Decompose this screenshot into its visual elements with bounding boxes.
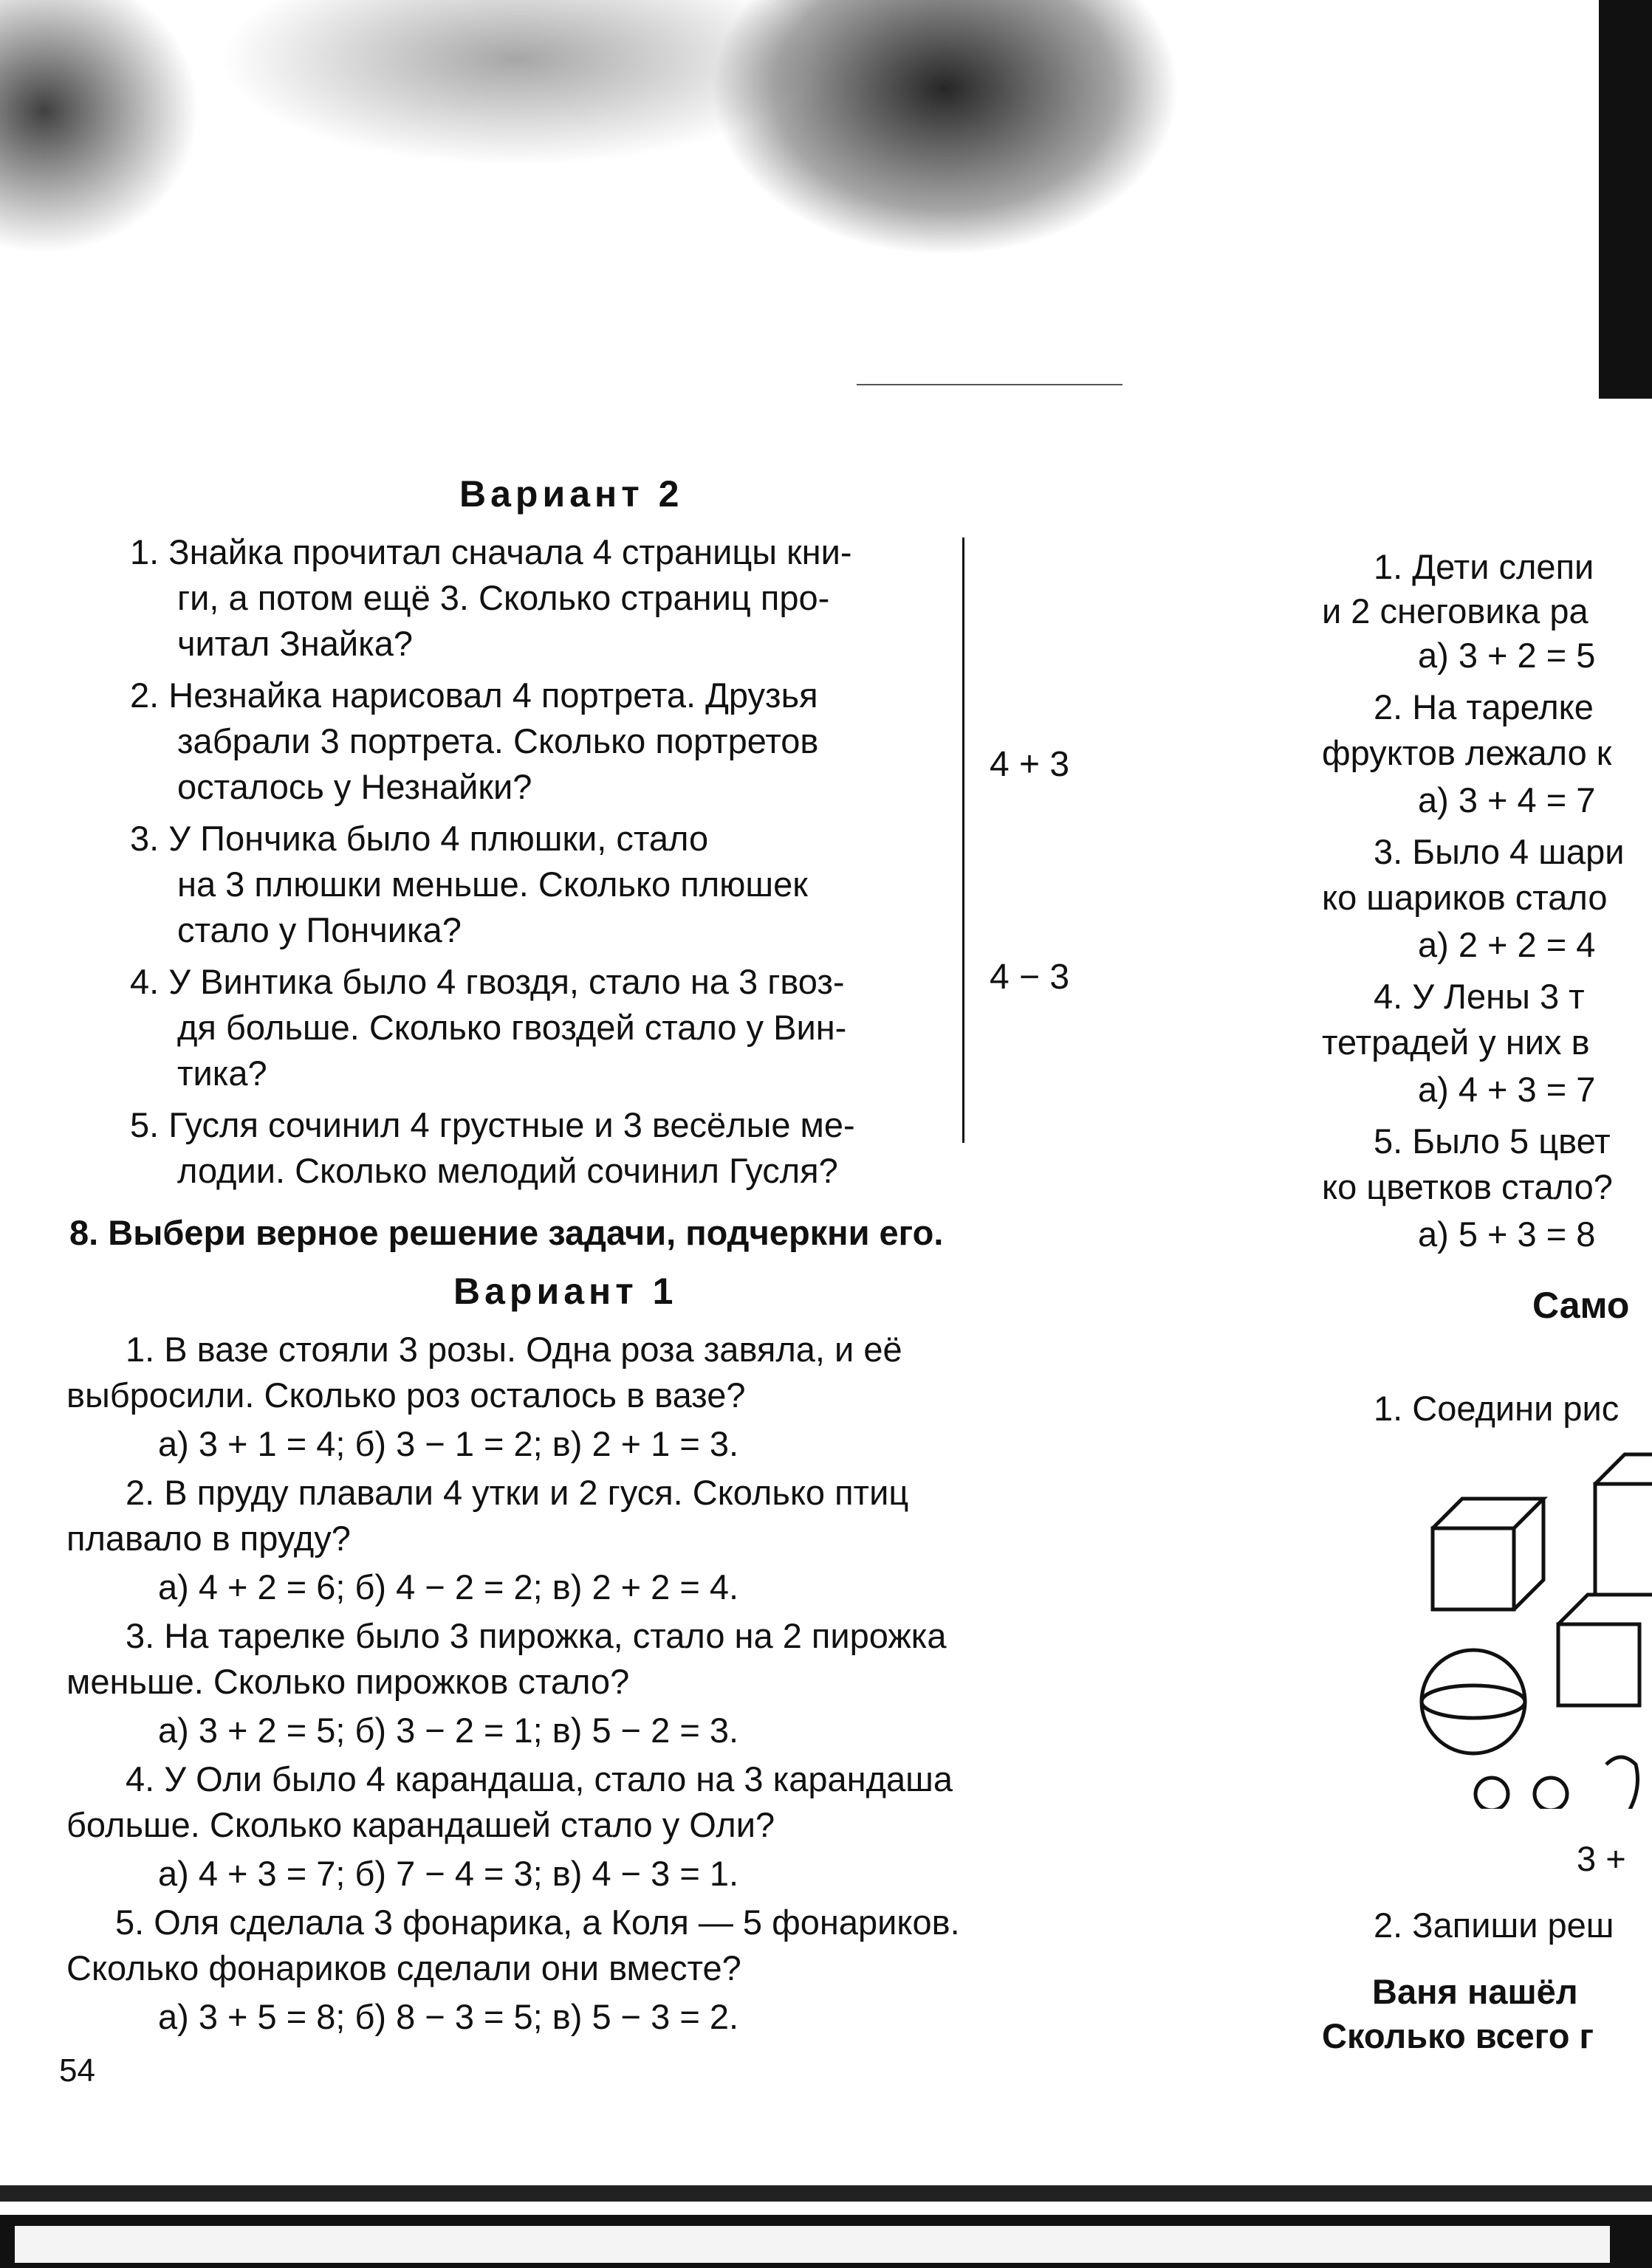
right-line: а) 5 + 3 = 8 bbox=[1418, 1214, 1596, 1254]
figure-caption: 3 + bbox=[1577, 1839, 1626, 1878]
problem-line: 2. В пруду плавали 4 утки и 2 гуся. Сколько птиц bbox=[126, 1473, 909, 1512]
right-line: а) 2 + 2 = 4 bbox=[1418, 925, 1596, 964]
problem-line: ги, а потом ещё 3. Сколько страниц про- bbox=[177, 578, 830, 617]
right-line: фруктов лежало к bbox=[1322, 733, 1612, 772]
problem-line: Сколько фонариков сделали они вместе? bbox=[66, 1948, 741, 1987]
mushroom-shape bbox=[1606, 1757, 1638, 1809]
problem-line: 4. У Винтика было 4 гвоздя, стало на 3 гвоз- bbox=[130, 962, 845, 1001]
expression-difference: 4 − 3 bbox=[990, 958, 1070, 997]
problem-line: 5. Оля сделала 3 фонарика, а Коля — 5 фонариков. bbox=[115, 1903, 960, 1942]
expression-sum: 4 + 3 bbox=[990, 745, 1070, 784]
problem-line: 5. Гусля сочинил 4 грустные и 3 весёлые ме- bbox=[130, 1105, 855, 1144]
page-number: 54 bbox=[59, 2052, 95, 2089]
right-column bbox=[1315, 532, 1652, 2111]
right-line: и 2 снеговика ра bbox=[1322, 591, 1588, 630]
right-line: 3. Было 4 шари bbox=[1374, 832, 1625, 871]
problem-line: меньше. Сколько пирожков стало? bbox=[66, 1662, 630, 1701]
problem-line: плавало в пруду? bbox=[66, 1519, 351, 1558]
scan-shadow bbox=[0, 0, 1652, 399]
problem-line: на 3 плюшки меньше. Сколько плюшек bbox=[177, 865, 808, 904]
task-line: Ваня нашёл bbox=[1372, 1972, 1578, 2011]
cube-shape bbox=[1595, 1454, 1652, 1595]
variant2-heading: Вариант 2 bbox=[459, 473, 684, 515]
variant1-heading: Вариант 1 bbox=[453, 1271, 678, 1312]
problem-line: тика? bbox=[177, 1054, 267, 1093]
task8-title: 8. Выбери верное решение задачи, подчеркни его. bbox=[69, 1213, 944, 1252]
scan-edge bbox=[1599, 0, 1652, 399]
scan-bottom-band bbox=[0, 2156, 1652, 2268]
answer-options: а) 3 + 5 = 8; б) 8 − 3 = 5; в) 5 − 3 = 2. bbox=[158, 1997, 739, 2036]
answer-options: а) 3 + 1 = 4; б) 3 − 1 = 2; в) 2 + 1 = 3. bbox=[158, 1424, 739, 1463]
cube-shape bbox=[1433, 1499, 1543, 1609]
answer-options: а) 4 + 2 = 6; б) 4 − 2 = 2; в) 2 + 2 = 4. bbox=[158, 1567, 739, 1606]
problem-line: 3. У Пончика было 4 плюшки, стало bbox=[130, 819, 709, 858]
circle-shape bbox=[1476, 1778, 1508, 1809]
answer-options: а) 3 + 2 = 5; б) 3 − 2 = 1; в) 5 − 2 = 3. bbox=[158, 1711, 739, 1750]
right-line: 4. У Лены 3 т bbox=[1374, 977, 1585, 1016]
scan-line bbox=[857, 384, 1123, 385]
cube-shape bbox=[1558, 1595, 1652, 1705]
problem-line: 4. У Оли было 4 карандаша, стало на 3 карандаша bbox=[126, 1759, 953, 1798]
shapes-figure bbox=[1315, 1440, 1652, 1809]
sphere-shape bbox=[1422, 1650, 1525, 1753]
problem-line: читал Знайка? bbox=[177, 624, 413, 663]
right-line: 5. Было 5 цвет bbox=[1374, 1121, 1611, 1161]
task-line: 1. Соедини рис bbox=[1374, 1389, 1620, 1428]
right-line: а) 3 + 2 = 5 bbox=[1418, 636, 1596, 675]
task-line: 2. Запиши реш bbox=[1374, 1906, 1614, 1945]
problem-line: забрали 3 портрета. Сколько портретов bbox=[177, 721, 819, 760]
problem-line: 2. Незнайка нарисовал 4 портрета. Друзья bbox=[130, 676, 818, 715]
problem-line: 3. На тарелке было 3 пирожка, стало на 2 пирожка bbox=[126, 1616, 947, 1655]
problem-line: больше. Сколько карандашей стало у Оли? bbox=[66, 1805, 775, 1844]
right-line: ко цветков стало? bbox=[1322, 1167, 1613, 1206]
problem-line: выбросили. Сколько роз осталось в вазе? bbox=[66, 1375, 746, 1415]
column-divider bbox=[962, 537, 964, 1143]
problem-line: 1. В вазе стояли 3 розы. Одна роза завяла, и её bbox=[126, 1330, 902, 1369]
circle-shape bbox=[1535, 1778, 1567, 1809]
right-line: 2. На тарелке bbox=[1374, 687, 1594, 726]
problem-line: 1. Знайка прочитал сначала 4 страницы кни- bbox=[130, 532, 852, 571]
answer-options: а) 4 + 3 = 7; б) 7 − 4 = 3; в) 4 − 3 = 1. bbox=[158, 1854, 739, 1893]
right-line: тетрадей у них в bbox=[1322, 1023, 1590, 1062]
problem-line: стало у Пончика? bbox=[177, 910, 462, 949]
problem-line: лодии. Сколько мелодий сочинил Гусля? bbox=[177, 1151, 838, 1190]
right-line: а) 3 + 4 = 7 bbox=[1418, 780, 1596, 819]
right-line: 1. Дети слепи bbox=[1374, 547, 1594, 586]
problem-line: осталось у Незнайки? bbox=[177, 767, 532, 806]
right-line: а) 4 + 3 = 7 bbox=[1418, 1070, 1596, 1109]
section-title: Само bbox=[1532, 1285, 1630, 1326]
problem-line: дя больше. Сколько гвоздей стало у Вин- bbox=[177, 1008, 847, 1047]
task-line: Сколько всего г bbox=[1322, 2016, 1594, 2055]
right-line: ко шариков стало bbox=[1322, 878, 1608, 917]
